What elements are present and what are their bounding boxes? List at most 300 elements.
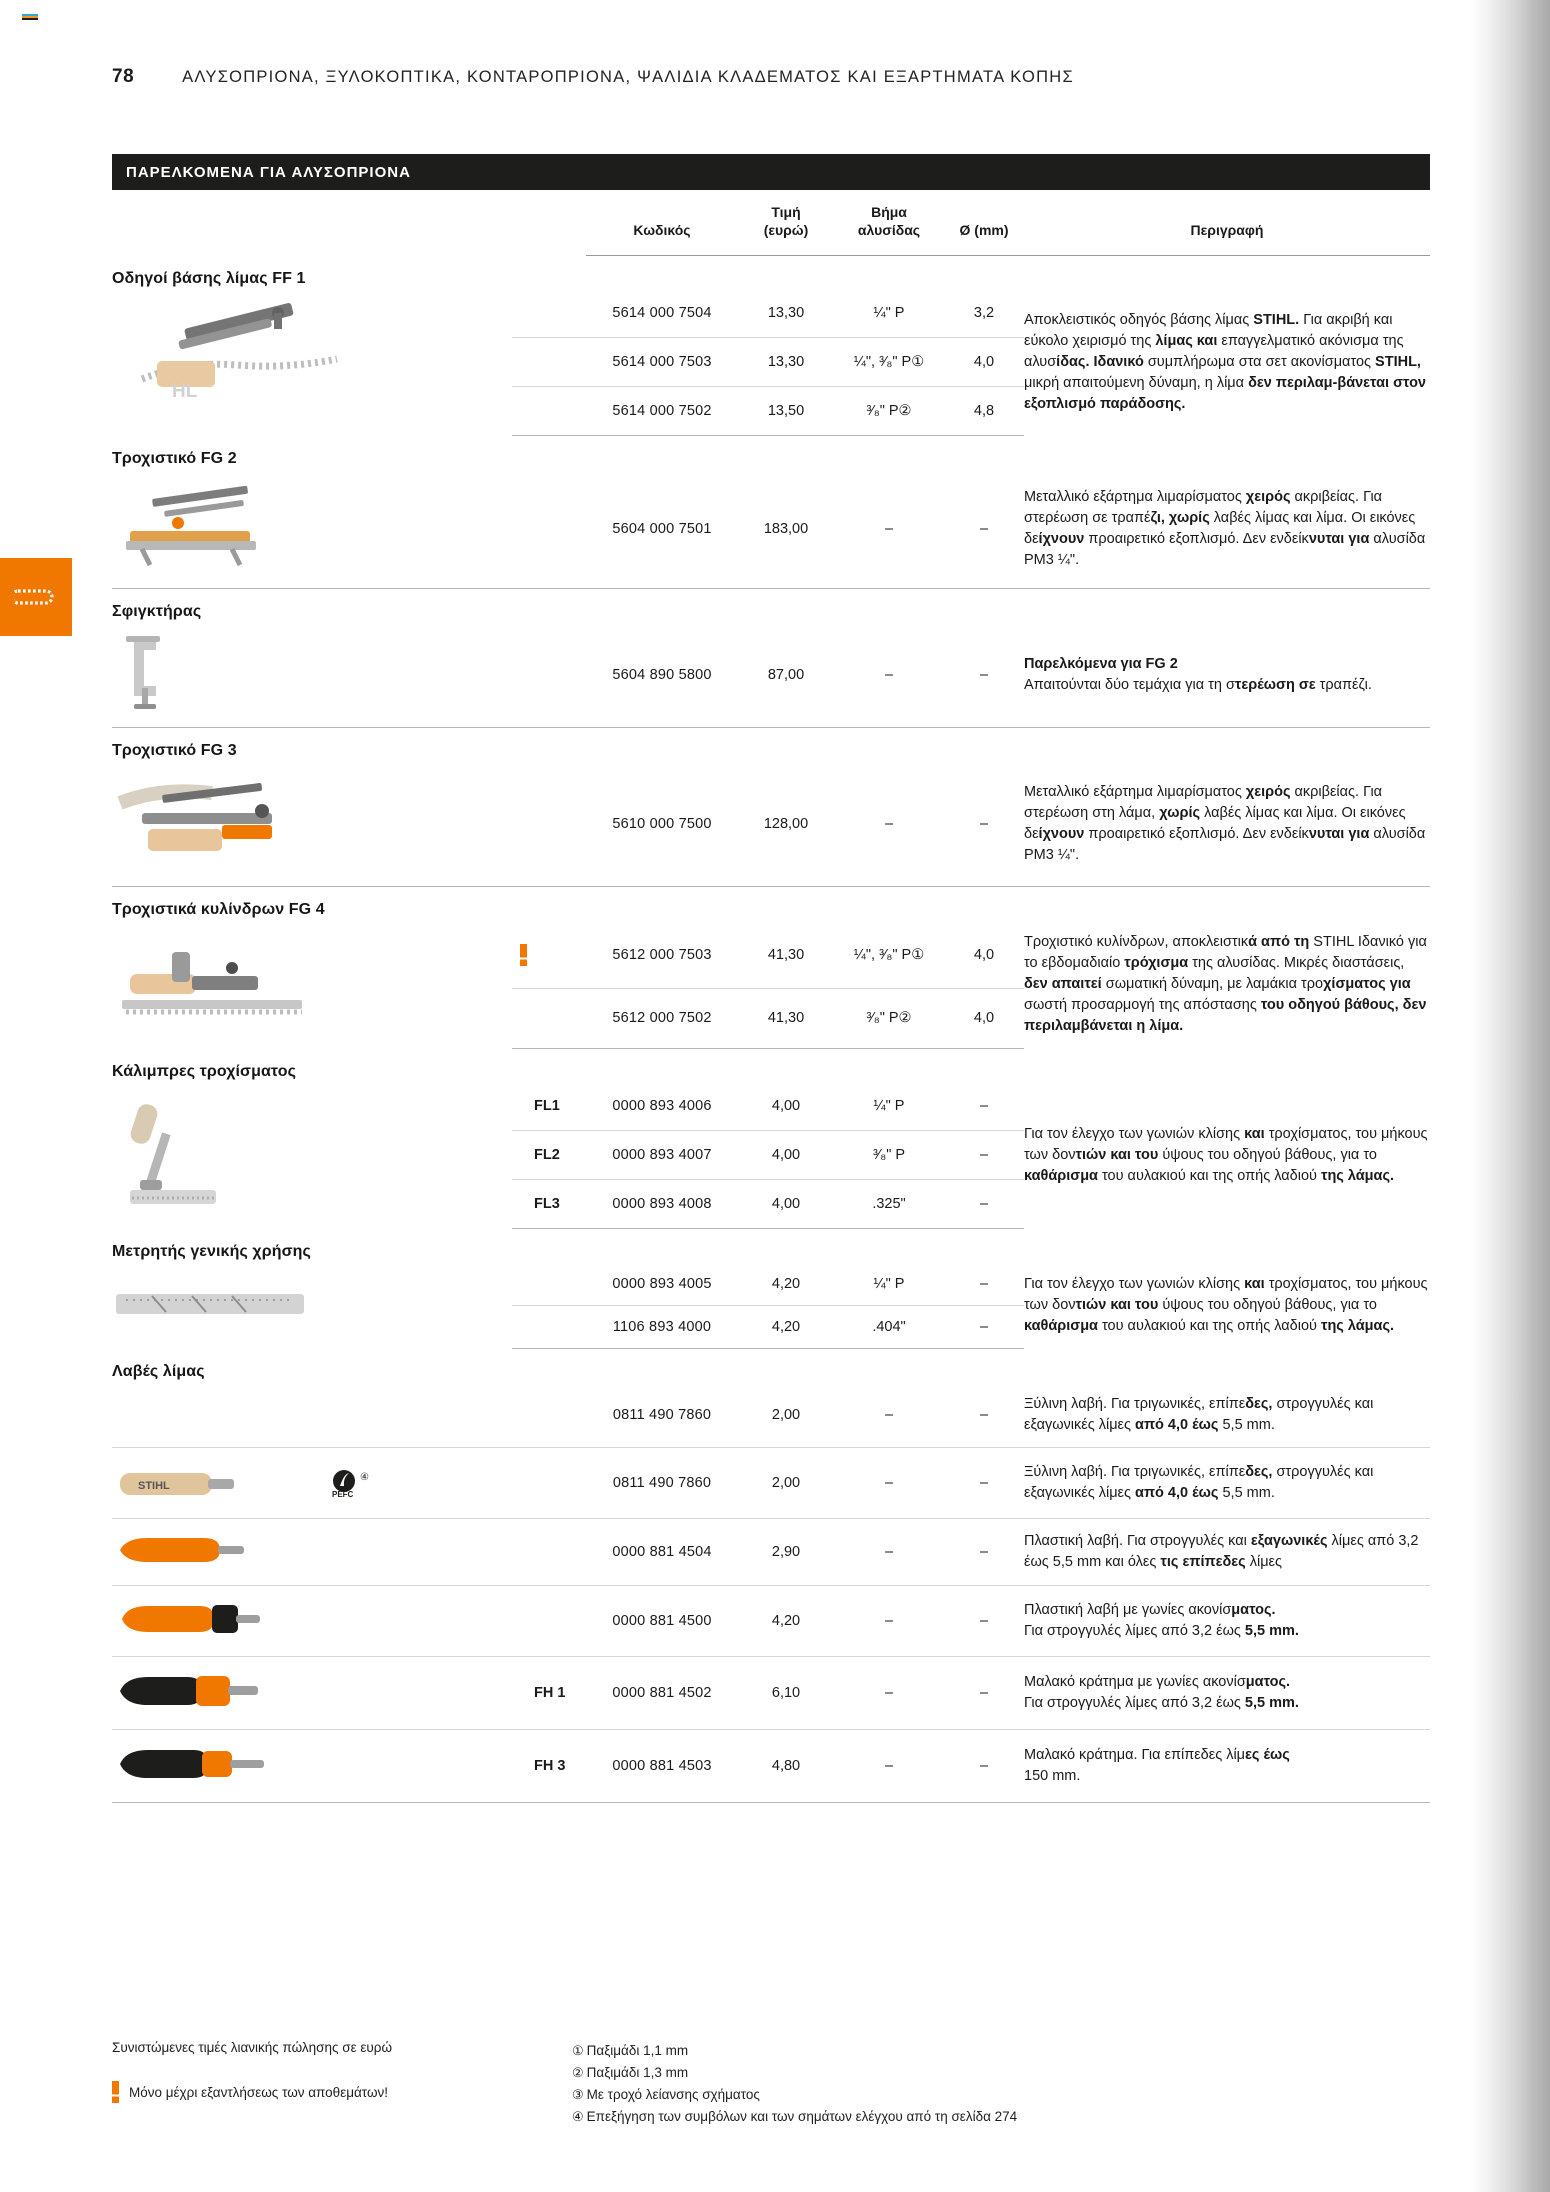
product-image	[112, 634, 512, 716]
price-value: 4,00	[738, 1131, 834, 1180]
desc-emphasis: Παρελκόμενα για FG 2	[1024, 655, 1178, 672]
price-value: 4,20	[738, 1585, 834, 1656]
product-image	[112, 773, 512, 875]
article-number[interactable]: 0000 893 4008	[586, 1180, 738, 1229]
diameter-value: –	[944, 623, 1024, 728]
desc-emphasis: του οδηγού	[1256, 997, 1341, 1014]
col-header-code: Κωδικός	[586, 190, 738, 256]
product-description: Ξύλινη λαβή. Για τριγωνικές, επίπεδες, στρογγυλές και εξαγωνικές λίμες από 4,0 έως 5,5 mm.	[1024, 1447, 1430, 1518]
diameter-value: –	[944, 1585, 1024, 1656]
desc-emphasis: χειρός	[1245, 783, 1291, 800]
product-description: Ξύλινη λαβή. Για τριγωνικές, επίπεδες, στρογγυλές και εξαγωνικές λίμες από 4,0 έως 5,5 mm.	[1024, 1383, 1430, 1448]
variant-code	[534, 338, 586, 387]
chain-pitch: ³⁄₈" P	[834, 1131, 944, 1180]
product-group-spacer	[586, 1048, 1430, 1083]
footer-note-number: ①	[572, 2043, 584, 2058]
product-group-title-cell	[112, 1229, 586, 1264]
product-group-spacer	[586, 887, 1430, 922]
price-value: 2,00	[738, 1447, 834, 1518]
footer-note-number: ④	[572, 2108, 584, 2124]
footer-stock-note-row	[112, 2081, 572, 2103]
variant-code	[534, 1518, 586, 1585]
product-group-title: Κάλιμπρες τροχίσματος	[112, 1062, 297, 1080]
product-table	[112, 190, 1430, 1803]
chain-pitch: –	[834, 1447, 944, 1518]
product-group-title-cell	[112, 1048, 586, 1083]
article-number[interactable]: 5614 000 7504	[586, 290, 738, 338]
product-group-header	[112, 1348, 1430, 1383]
article-number[interactable]: 0000 881 4503	[586, 1729, 738, 1802]
product-group-spacer	[586, 728, 1430, 763]
col-header-badge	[512, 190, 534, 256]
diameter-value: –	[944, 762, 1024, 887]
page-number: 78	[112, 66, 135, 87]
diameter-value: –	[944, 1180, 1024, 1229]
limited-stock-cell	[512, 921, 534, 989]
product-image-file-guide-ff1	[112, 301, 362, 421]
product-group-header	[112, 1229, 1430, 1264]
desc-emphasis: βάνεται στον εξοπλισμό παράδοσης.	[1024, 375, 1427, 413]
variant-code	[534, 1383, 586, 1448]
price-value: 41,30	[738, 921, 834, 989]
registration-marks-icon	[22, 14, 38, 23]
table-row[interactable]	[112, 1729, 1430, 1802]
table-row[interactable]	[112, 1263, 1430, 1305]
product-image	[112, 1530, 512, 1574]
product-group-header	[112, 256, 1430, 290]
product-group-title: Τροχιστικά κυλίνδρων FG 4	[112, 901, 325, 918]
product-image-cell	[112, 1729, 512, 1802]
product-group-title: Τροχιστικό FG 2	[112, 450, 237, 467]
limited-stock-cell	[512, 338, 534, 387]
article-number[interactable]: 0000 893 4007	[586, 1131, 738, 1180]
article-number[interactable]: 0811 490 7860	[586, 1447, 738, 1518]
desc-emphasis: ά από τη	[1248, 934, 1310, 950]
diameter-value: 3,2	[944, 290, 1024, 338]
product-image-roller-sharpener-fg4	[112, 934, 317, 1032]
desc-emphasis: λίμας και	[1155, 332, 1218, 349]
product-group-title: Οδηγοί βάσης λίμας FF 1	[112, 269, 306, 287]
limited-stock-cell	[512, 762, 534, 887]
chain-pitch: –	[834, 1383, 944, 1448]
footer-note-text: Παξιμάδι 1,1 mm	[586, 2043, 689, 2058]
product-image-cell	[112, 762, 512, 887]
chain-pitch: –	[834, 1656, 944, 1729]
product-image	[112, 934, 512, 1036]
article-number[interactable]: 5604 000 7501	[586, 470, 738, 589]
diameter-value: –	[944, 1729, 1024, 1802]
limited-stock-cell	[512, 1083, 534, 1131]
product-image-orange-plastic-handle	[112, 1530, 262, 1570]
desc-emphasis: βάθους, δεν περιλαμβάνεται η λίμα.	[1024, 997, 1427, 1035]
article-number[interactable]: 0000 893 4006	[586, 1083, 738, 1131]
product-image	[112, 1741, 512, 1791]
desc-emphasis: από 4,0 έως	[1135, 1416, 1219, 1433]
variant-code	[534, 762, 586, 887]
limited-stock-cell	[512, 290, 534, 338]
footer-note-number: ②	[572, 2064, 584, 2080]
variant-code: FH 3	[534, 1729, 586, 1802]
product-image-soft-grip-handle-fh1	[112, 1668, 277, 1714]
chain-pitch: .325"	[834, 1180, 944, 1229]
variant-code	[534, 470, 586, 589]
desc-emphasis: καθάρισμα	[1024, 1318, 1098, 1335]
product-group-title-cell	[112, 728, 586, 763]
product-group-spacer	[586, 589, 1430, 624]
desc-emphasis: εξαγωνικές	[1250, 1532, 1328, 1549]
product-image-cell	[112, 921, 512, 1048]
table-row[interactable]	[112, 290, 1430, 338]
product-group-title-cell	[112, 436, 586, 471]
product-image-filing-gauge	[112, 1094, 232, 1214]
product-image-universal-gauge	[112, 1286, 312, 1322]
table-row[interactable]	[112, 1383, 1430, 1448]
product-image-soft-grip-handle-fh3	[112, 1741, 277, 1787]
product-group-title: Τροχιστικό FG 3	[112, 742, 237, 759]
article-number[interactable]: 5612 000 7502	[586, 989, 738, 1048]
limited-stock-cell	[512, 623, 534, 728]
chain-pitch: –	[834, 1585, 944, 1656]
col-header-price-line1: Τιμή	[771, 204, 801, 220]
price-value: 13,50	[738, 387, 834, 436]
article-number[interactable]: 5610 000 7500	[586, 762, 738, 887]
footer-note	[572, 2062, 1432, 2084]
col-header-diameter: Ø (mm)	[944, 190, 1024, 256]
product-description: Για τον έλεγχο των γωνιών κλίσης και τροχίσματος, του μήκους των δοντιών και του ύψους του οδηγού βάθους, για το καθάρισμα του αυλακιού και της οπής λαδιού της λάμας.	[1024, 1276, 1428, 1335]
limited-stock-icon	[112, 2081, 119, 2103]
price-value: 13,30	[738, 338, 834, 387]
price-value: 4,20	[738, 1305, 834, 1348]
article-number[interactable]: 0811 490 7860	[586, 1383, 738, 1448]
desc-emphasis: ματος.	[1245, 1673, 1291, 1690]
limited-stock-cell	[512, 1305, 534, 1348]
product-description: Μεταλλικό εξάρτημα λιμαρίσματος χειρός ακριβείας. Για στερέωση σε τραπέζι, χωρίς λαβές λίμας και λίμα. Οι εικόνες δείχνουν προαιρετικό εξοπλισμό. Δεν ενδείκνυται για αλυσίδα PM3 ¼".	[1024, 470, 1430, 589]
chain-pitch: –	[834, 1518, 944, 1585]
table-header-row	[112, 190, 1430, 256]
desc-emphasis: νυται για	[1308, 826, 1370, 842]
product-image-cell	[112, 1656, 512, 1729]
article-number[interactable]: 5614 000 7502	[586, 387, 738, 436]
limited-stock-cell	[512, 989, 534, 1048]
diameter-value: –	[944, 1305, 1024, 1348]
diameter-value: –	[944, 470, 1024, 589]
price-value: 4,20	[738, 1263, 834, 1305]
page-edge-shadow	[1470, 0, 1550, 2192]
variant-code	[534, 387, 586, 436]
product-description: Για τον έλεγχο των γωνιών κλίσης και τροχίσματος, του μήκους των δοντιών και του ύψους του οδηγού βάθους, για το καθάρισμα του αυλακιού και της οπής λαδιού της λάμας.	[1024, 1126, 1428, 1185]
product-description: Μεταλλικό εξάρτημα λιμαρίσματος χειρός ακριβείας. Για στερέωση στη λάμα, χωρίς λαβές λίμας και λίμα. Οι εικόνες δείχνουν προαιρετικό εξοπλισμό. Δεν ενδείκνυται για αλυσίδα PM3 ¼".	[1024, 762, 1430, 887]
article-number[interactable]: 5612 000 7503	[586, 921, 738, 989]
product-group-header	[112, 1048, 1430, 1083]
table-row[interactable]	[112, 1447, 1430, 1518]
desc-emphasis: ες έως	[1245, 1746, 1290, 1763]
article-number[interactable]: 0000 881 4502	[586, 1656, 738, 1729]
diameter-value: –	[944, 1518, 1024, 1585]
svg-text:HL: HL	[172, 380, 198, 402]
product-description: Αποκλειστικός οδηγός βάσης λίμας STIHL. Για ακριβή και εύκολο χειρισμό της λίμας και επαγγελματικό ακόνισμα της αλυσίδας. Ιδανικό συμπλήρωμα στα σετ ακονίσματος STIHL, μικρή απαιτούμενη δύναμη, η λίμα δεν περιλαμ-βάνεται στον εξοπλισμό παράδοσης.	[1024, 311, 1427, 413]
limited-stock-cell	[512, 387, 534, 436]
chain-pitch: .404"	[834, 1305, 944, 1348]
chain-pitch: ¼", ³⁄₈" P①	[834, 338, 944, 387]
desc-emphasis: τιών και του	[1075, 1297, 1159, 1314]
page-title: ΑΛΥΣΟΠΡΙΟΝΑ, ΞΥΛΟΚΟΠΤΙΚΑ, ΚΟΝΤΑΡΟΠΡΙΟΝΑ, ΨΑΛΙΔΙΑ ΚΛΑΔΕΜΑΤΟΣ ΚΑΙ ΕΞΑΡΤΗΜΑΤΑ ΚΟΠΗΣ	[182, 68, 1074, 86]
product-image	[112, 1459, 512, 1507]
desc-emphasis: χίσματος για	[1323, 976, 1411, 993]
product-group-title-cell	[112, 887, 586, 922]
side-tab-chainsaw-icon[interactable]	[0, 558, 72, 636]
diameter-value: 4,0	[944, 921, 1024, 989]
product-image-cell	[112, 623, 512, 728]
chain-pitch: ¼" P	[834, 1083, 944, 1131]
desc-emphasis: και	[1244, 1276, 1265, 1293]
price-value: 4,80	[738, 1729, 834, 1802]
col-header-description: Περιγραφή	[1024, 190, 1430, 256]
price-value: 4,00	[738, 1180, 834, 1229]
article-number[interactable]: 0000 881 4504	[586, 1518, 738, 1585]
limited-stock-cell	[512, 1131, 534, 1180]
price-value: 41,30	[738, 989, 834, 1048]
col-header-name	[112, 190, 512, 256]
article-number[interactable]: 0000 893 4005	[586, 1263, 738, 1305]
footer-note-text: Παξιμάδι 1,3 mm	[586, 2064, 689, 2080]
price-value: 13,30	[738, 290, 834, 338]
product-description: Τροχιστικό κυλίνδρων, αποκλειστικά από τη STIHL Ιδανικό για το εβδομαδιαίο τρόχισμα της αλυσίδας. Μικρές διαστάσεις, δεν απαιτεί σωματική δύναμη, με λαμάκια τροχίσματος για σωστή προσαρμογή της απόστασης του οδηγού βάθους, δεν περιλαμβάνεται η λίμα.	[1024, 934, 1427, 1035]
product-description: Μαλακό κράτημα με γωνίες ακονίσματος. Για στρογγυλές λίμες από 3,2 έως 5,5 mm.	[1024, 1656, 1430, 1729]
variant-code: FH 1	[534, 1656, 586, 1729]
product-group-title-cell	[112, 1348, 586, 1383]
diameter-value: 4,8	[944, 387, 1024, 436]
diameter-value: 4,0	[944, 989, 1024, 1048]
footer-note	[572, 2106, 1432, 2128]
table-row[interactable]	[112, 762, 1430, 887]
footer-note-text: Επεξήγηση των συμβόλων και των σημάτων ελέγχου από τη σελίδα 274	[586, 2108, 1018, 2124]
diameter-value: –	[944, 1263, 1024, 1305]
product-description: Πλαστική λαβή. Για στρογγυλές και εξαγωνικές λίμες από 3,2 έως 5,5 mm και όλες τις επίπεδες λίμες	[1024, 1518, 1430, 1585]
product-image-cell	[112, 470, 512, 589]
product-group-spacer	[586, 436, 1430, 471]
desc-emphasis: 5,5 mm.	[1244, 1622, 1299, 1639]
limited-stock-cell	[512, 1263, 534, 1305]
price-value: 4,00	[738, 1083, 834, 1131]
product-image-cell	[112, 1263, 512, 1348]
product-image-cell	[112, 1383, 512, 1448]
desc-emphasis: τερέωση σε	[1234, 677, 1316, 693]
desc-emphasis: τιών και του	[1075, 1147, 1159, 1164]
product-image	[112, 1597, 512, 1645]
desc-emphasis: και	[1244, 1126, 1265, 1143]
desc-emphasis: τις επίπεδες	[1160, 1553, 1246, 1570]
desc-emphasis: της λάμας.	[1320, 1318, 1395, 1335]
desc-emphasis: STIHL.	[1253, 311, 1300, 328]
table-row[interactable]	[112, 1083, 1430, 1131]
footer-notes-list	[572, 2040, 1432, 2127]
product-image-cell	[112, 1518, 512, 1585]
desc-emphasis: τρόχισμα	[1124, 955, 1189, 972]
table-row[interactable]	[112, 470, 1430, 589]
article-number[interactable]: 0000 881 4500	[586, 1585, 738, 1656]
desc-emphasis: ίδας. Ιδανικό	[1056, 353, 1144, 370]
chain-pitch: ³⁄₈" P②	[834, 989, 944, 1048]
article-number[interactable]: 5614 000 7503	[586, 338, 738, 387]
variant-code	[534, 290, 586, 338]
product-group-spacer	[586, 256, 1430, 290]
product-image	[112, 481, 512, 577]
product-image-clamp	[112, 634, 182, 712]
variant-code	[534, 1263, 586, 1305]
product-image-cell	[112, 1585, 512, 1656]
product-image-cell	[112, 290, 512, 436]
desc-emphasis: ίχνουν	[1038, 826, 1085, 842]
footer-note-text: Με τροχό λείανσης σχήματος	[586, 2086, 760, 2102]
product-group-title: Σφιγκτήρας	[112, 603, 202, 620]
variant-code: FL2	[534, 1131, 586, 1180]
variant-code	[534, 623, 586, 728]
limited-stock-cell	[512, 1729, 534, 1802]
chain-pitch: –	[834, 762, 944, 887]
table-head	[112, 190, 1430, 256]
product-group-header	[112, 436, 1430, 471]
col-header-pitch-line2: αλυσίδας	[857, 221, 921, 238]
footer-stock-note: Μόνο μέχρι εξαντλήσεως των αποθεμάτων!	[129, 2084, 388, 2100]
product-table-container	[112, 190, 1430, 1803]
price-value: 2,00	[738, 1383, 834, 1448]
chain-pitch: ¼", ³⁄₈" P①	[834, 921, 944, 989]
product-image-orange-plastic-handle-angles	[112, 1597, 272, 1641]
product-group-spacer	[586, 1348, 1430, 1383]
variant-code	[534, 921, 586, 989]
desc-emphasis: δες,	[1245, 1463, 1273, 1480]
variant-code: FL3	[534, 1180, 586, 1229]
footer-note	[572, 2084, 1432, 2106]
col-header-pitch-line1: Βήμα	[871, 204, 907, 220]
limited-stock-cell	[512, 1518, 534, 1585]
svg-text:STIHL: STIHL	[138, 1479, 170, 1492]
product-image-cell	[112, 1083, 512, 1229]
pefc-certification-icon	[330, 1468, 378, 1498]
desc-emphasis: χειρός	[1245, 488, 1291, 505]
footer-left	[112, 2040, 572, 2127]
variant-code	[534, 1585, 586, 1656]
col-header-pitch	[834, 190, 944, 256]
product-description: Πλαστική λαβή με γωνίες ακονίσματος. Για στρογγυλές λίμες από 3,2 έως 5,5 mm.	[1024, 1585, 1430, 1656]
price-value: 2,90	[738, 1518, 834, 1585]
product-group-title: Μετρητής γενικής χρήσης	[112, 1243, 311, 1261]
svg-text:④: ④	[360, 1471, 369, 1483]
table-body	[112, 256, 1430, 1803]
limited-stock-cell	[512, 1656, 534, 1729]
variant-code	[534, 989, 586, 1048]
chain-pitch: –	[834, 623, 944, 728]
desc-emphasis: ζι, χωρίς	[1150, 509, 1210, 526]
section-banner	[112, 154, 1430, 190]
product-group-header	[112, 728, 1430, 763]
footer-note	[572, 2040, 1432, 2062]
product-image	[112, 301, 512, 425]
product-description: Παρελκόμενα για FG 2 Απαιτούνται δύο τεμάχια για τη στερέωση σε τραπέζι.	[1024, 623, 1430, 728]
col-header-price	[738, 190, 834, 256]
limited-stock-icon	[520, 944, 527, 966]
page-header	[112, 66, 1074, 88]
article-number[interactable]: 5604 890 5800	[586, 623, 738, 728]
desc-emphasis: 5,5 mm.	[1244, 1694, 1299, 1711]
table-row[interactable]	[112, 921, 1430, 989]
product-image	[112, 1094, 512, 1218]
table-row[interactable]	[112, 1518, 1430, 1585]
col-header-variant	[534, 190, 586, 256]
product-image	[112, 1668, 512, 1718]
diameter-value: –	[944, 1083, 1024, 1131]
variant-code	[534, 1447, 586, 1518]
diameter-value: –	[944, 1131, 1024, 1180]
article-number[interactable]: 1106 893 4000	[586, 1305, 738, 1348]
desc-emphasis: νυται για	[1308, 531, 1370, 547]
desc-emphasis: καθάρισμα	[1024, 1168, 1098, 1185]
limited-stock-cell	[512, 1447, 534, 1518]
desc-emphasis: STIHL,	[1375, 353, 1421, 370]
product-image	[112, 1286, 512, 1326]
product-image-wooden-handle	[112, 1459, 312, 1507]
table-row[interactable]	[112, 1585, 1430, 1656]
chain-pitch: ³⁄₈" P②	[834, 387, 944, 436]
pefc-logo-icon	[330, 1468, 378, 1498]
price-value: 6,10	[738, 1656, 834, 1729]
product-group-header	[112, 589, 1430, 624]
price-value: 183,00	[738, 470, 834, 589]
desc-emphasis: δεν απαιτεί	[1024, 976, 1102, 993]
footer-price-note: Συνιστώμενες τιμές λιανικής πώλησης σε ευρώ	[112, 2040, 392, 2055]
desc-emphasis: δεν περιλαμ-	[1248, 375, 1338, 391]
diameter-value: –	[944, 1383, 1024, 1448]
diameter-value: –	[944, 1656, 1024, 1729]
product-group-title-cell	[112, 256, 586, 290]
product-image-cell	[112, 1447, 512, 1518]
product-group-title-cell	[112, 589, 586, 624]
page-footer	[112, 2040, 1432, 2127]
chain-pitch: –	[834, 1729, 944, 1802]
product-description: Μαλακό κράτημα. Για επίπεδες λίμες έως 150 mm.	[1024, 1729, 1430, 1802]
variant-code: FL1	[534, 1083, 586, 1131]
product-image-sharpener-fg3	[112, 773, 307, 871]
table-row[interactable]	[112, 623, 1430, 728]
limited-stock-cell	[512, 1383, 534, 1448]
table-row[interactable]	[112, 1656, 1430, 1729]
product-group-title: Λαβές λίμας	[112, 1362, 205, 1380]
limited-stock-cell	[512, 1585, 534, 1656]
chain-loop-icon	[14, 586, 58, 608]
desc-emphasis: δες,	[1245, 1395, 1273, 1412]
desc-emphasis: ίχνουν	[1038, 531, 1085, 547]
footer-note-number: ③	[572, 2086, 584, 2102]
product-group-header	[112, 887, 1430, 922]
section-banner-title: ΠΑΡΕΛΚΟΜΕΝΑ ΓΙΑ ΑΛΥΣΟΠΡΙΟΝΑ	[126, 163, 411, 181]
chain-pitch: ¼" P	[834, 290, 944, 338]
limited-stock-cell	[512, 470, 534, 589]
chain-pitch: –	[834, 470, 944, 589]
desc-emphasis: από 4,0 έως	[1135, 1484, 1219, 1501]
variant-code	[534, 1305, 586, 1348]
diameter-value: –	[944, 1447, 1024, 1518]
price-value: 128,00	[738, 762, 834, 887]
price-value: 87,00	[738, 623, 834, 728]
product-group-spacer	[586, 1229, 1430, 1264]
desc-emphasis: χωρίς	[1159, 804, 1201, 821]
limited-stock-cell	[512, 1180, 534, 1229]
diameter-value: 4,0	[944, 338, 1024, 387]
desc-emphasis: ματος.	[1231, 1601, 1276, 1618]
chain-pitch: ¼" P	[834, 1263, 944, 1305]
desc-emphasis: της λάμας.	[1320, 1168, 1395, 1185]
product-image-sharpener-fg2	[112, 481, 292, 573]
